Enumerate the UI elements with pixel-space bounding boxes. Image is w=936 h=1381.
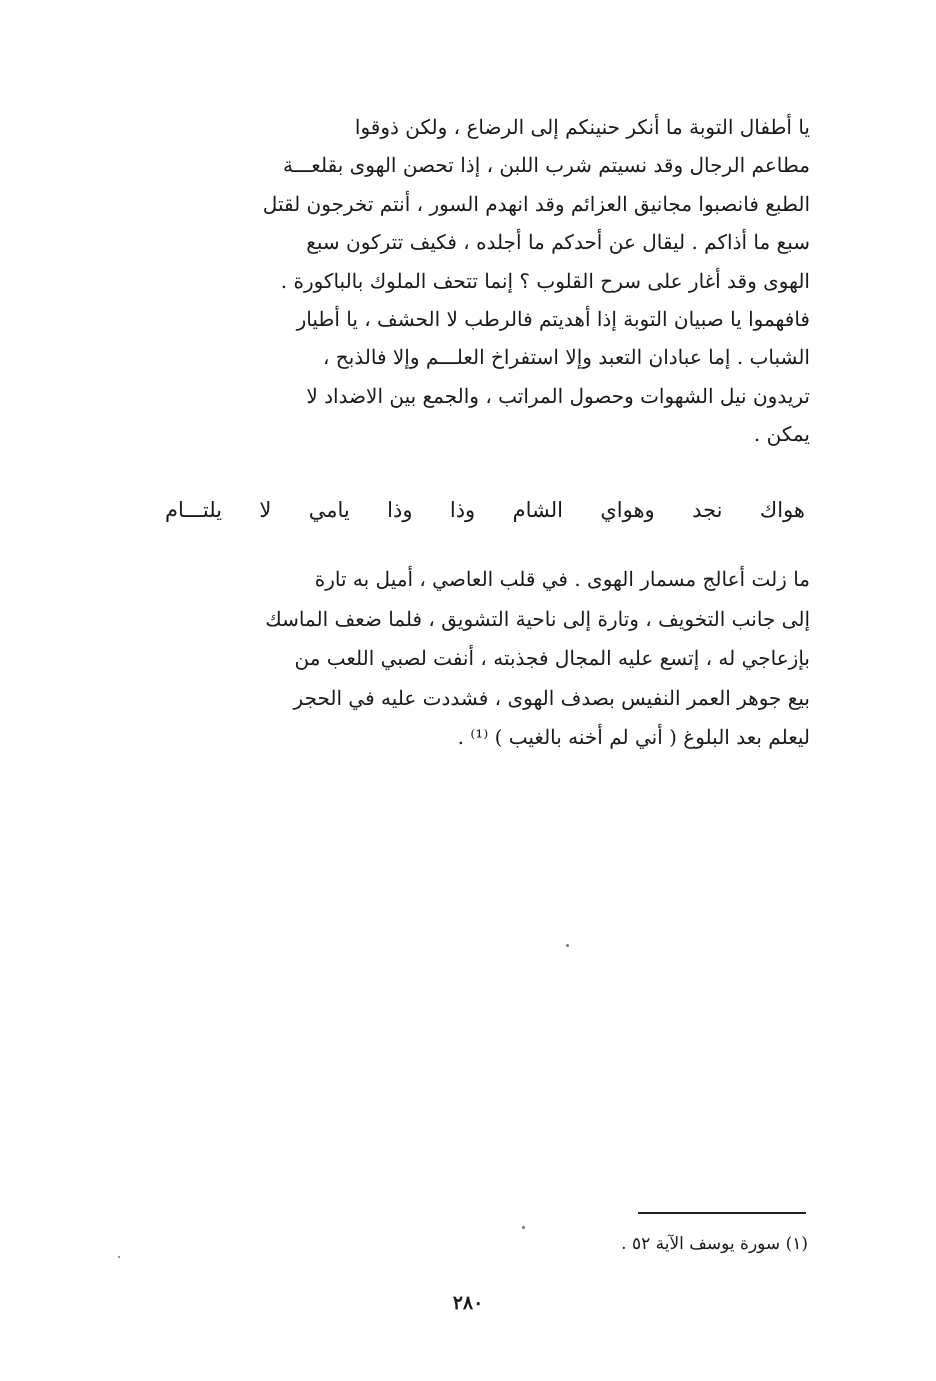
poetry-verse [165,490,805,530]
verse-word: وذا [449,498,476,522]
paragraph-1-line: سبع ما أذاكم . ليقال عن أحدكم ما أجلده ، فكيف تتركون سبع [306,230,810,255]
verse-word: هواك [759,498,805,522]
paragraph-2 [160,560,810,758]
paragraph-1-line: مطاعم الرجال وقد نسيتم شرب اللبن ، إذا تحصن الهوى بقلعـــة [283,153,810,178]
paragraph-1 [160,108,810,454]
verse-word: يلتـــام [165,498,222,522]
paragraph-1-line: يمكن . [753,422,810,447]
paragraph-2-line: ليعلم بعد البلوغ ( أني لم أخنه بالغيب ) ⁽¹⁾ . [457,725,810,750]
paragraph-2-line: بيع جوهر العمر النفيس بصدف الهوى ، فشددت عليه في الحجر [293,685,810,710]
paragraph-2-line: ما زلت أعالج مسمار الهوى . في قلب العاصي ، أميل به تارة [314,567,810,591]
verse-word: يامي [308,498,350,522]
verse-word: نجد [692,498,723,522]
scan-speck [522,1226,525,1229]
verse-word: الشام [512,498,563,522]
paragraph-1-line: الهوى وقد أغار على سرح القلوب ؟ إنما تتحف الملوك بالباكورة . [280,268,810,293]
scan-speck [566,944,569,947]
verse-word: وهواي [600,498,655,522]
footnote-divider [638,1212,806,1214]
paragraph-1-line: الطبع فانصبوا مجانيق العزائم وقد انهدم السور ، أنتم تخرجون لقتل [262,191,810,216]
footnote: (١) سورة يوسف الآية ٥٢ . [621,1234,808,1254]
scan-speck [118,1256,120,1258]
paragraph-1-line: يا أطفال التوبة ما أنكر حنينكم إلى الرضاع ، ولكن ذوقوا [354,115,810,139]
paragraph-2-line: بإزعاجي له ، إتسع عليه المجال فجذبته ، أنفت لصبي اللعب من [294,646,810,671]
paragraph-1-line: الشباب . إما عبادان التعبد وإلا استفراخ العلـــم وإلا فالذبح ، [322,345,810,370]
paragraph-1-line: فافهموا يا صبيان التوبة إذا أهديتم فالرطب لا الحشف ، يا أطيار [296,306,810,331]
paragraph-1-line: تريدون نيل الشهوات وحصول المراتب ، والجمع بين الاضداد لا [306,383,810,408]
page-number: ٢٨٠ [452,1292,484,1314]
paragraph-2-line: إلى جانب التخويف ، وتارة إلى ناحية التشويق ، فلما ضعف الماسك [265,606,810,631]
verse-word: لا [259,498,272,522]
verse-word: وذا [387,498,413,522]
